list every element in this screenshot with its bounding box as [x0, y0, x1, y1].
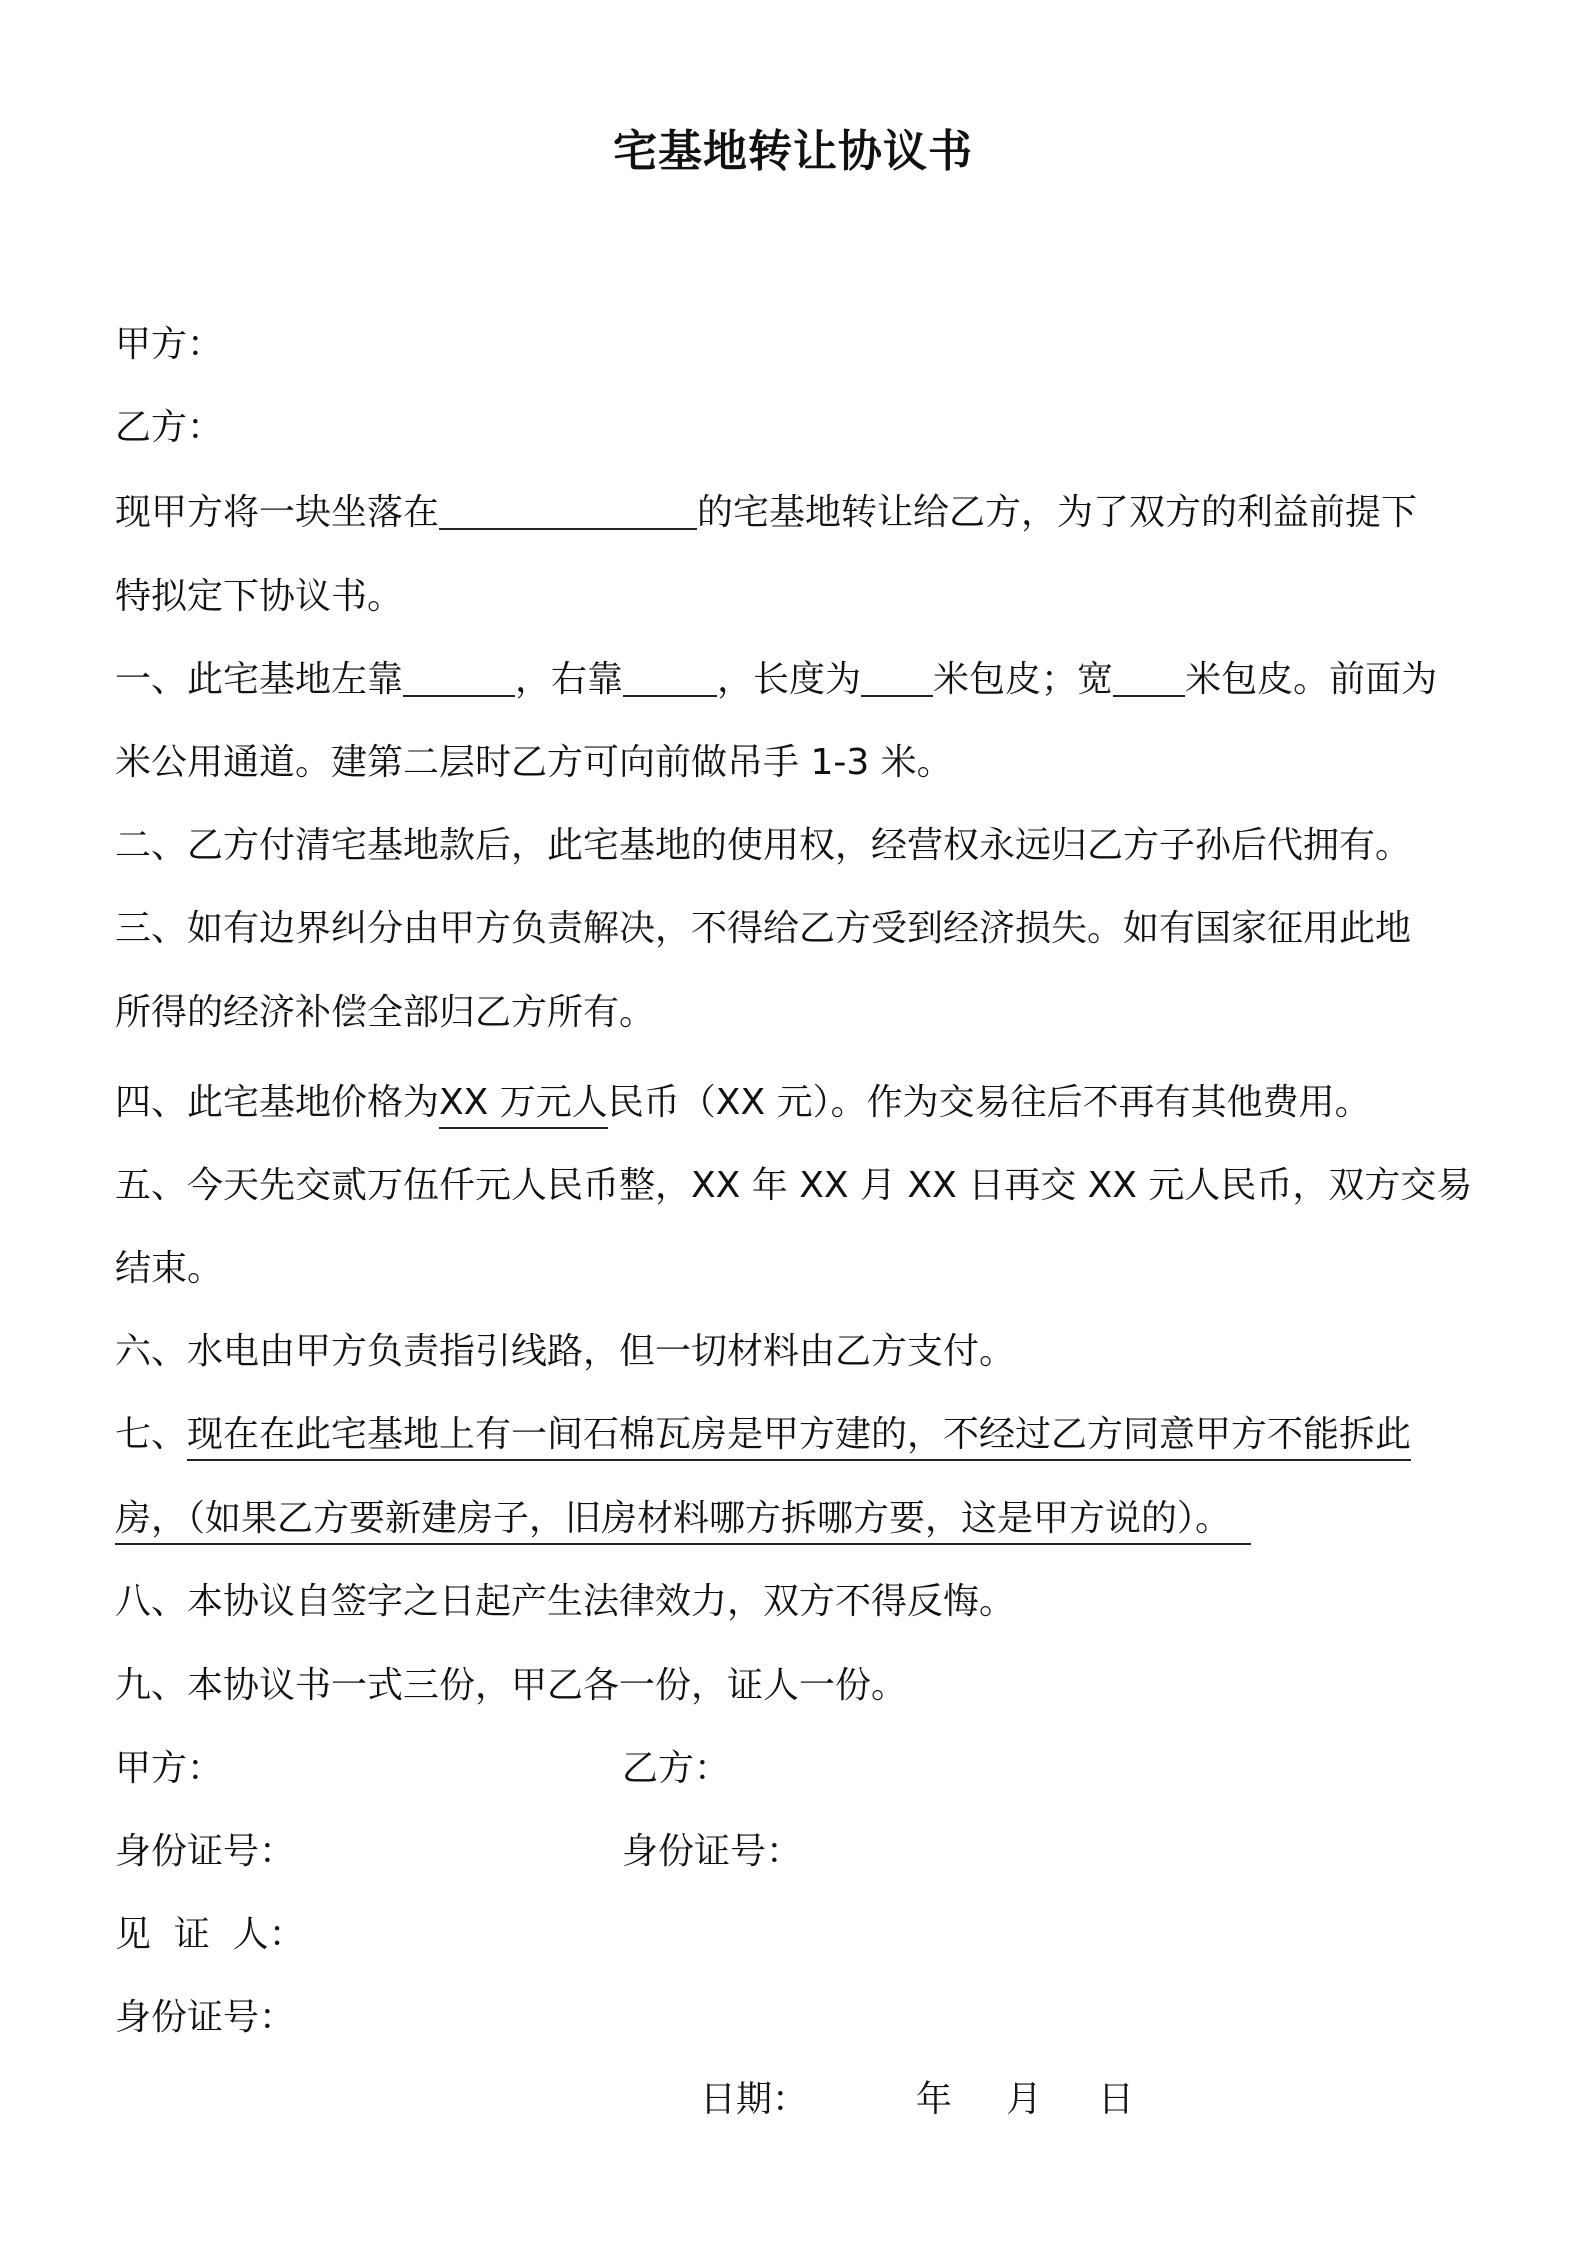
date-day: 日	[1098, 2079, 1135, 2120]
clause-1-part1: 一、此宅基地左靠	[115, 659, 404, 700]
clause-1-line2: 米公用通道。建第二层时乙方可向前做吊手 1-3 米。	[115, 742, 953, 783]
clause-7-line-1	[115, 1409, 1485, 1461]
price-underlined: XX 万元人	[439, 1082, 608, 1129]
clause-5-line-2	[115, 1243, 1485, 1295]
clause-5-line1: 五、今天先交贰万伍仟元人民币整，XX 年 XX 月 XX 日再交 XX 元人民币，双方交易	[115, 1165, 1473, 1206]
clause-8-text: 八、本协议自签字之日起产生法律效力，双方不得反悔。	[115, 1581, 1016, 1622]
length-blank	[861, 655, 933, 697]
clause-9	[115, 1660, 1485, 1712]
clause-1-part3: ，长度为	[717, 659, 862, 700]
sig-id-a: 身份证号：	[115, 1831, 296, 1872]
clause-7-line-2	[115, 1493, 1485, 1545]
clause-1-part4: 米包皮；宽	[933, 659, 1114, 700]
right-adjacent-blank	[623, 655, 717, 697]
intro-line-1	[115, 487, 1485, 539]
date-year: 年	[916, 2079, 953, 2120]
sig-witness-id: 身份证号：	[115, 1997, 296, 2038]
left-adjacent-blank	[403, 655, 515, 697]
clause-8	[115, 1576, 1485, 1628]
width-blank	[1113, 655, 1185, 697]
party-b-label: 乙方：	[115, 407, 224, 448]
party-a-label: 甲方：	[115, 324, 224, 365]
clause-1-part5: 米包皮。前面为	[1185, 659, 1438, 700]
party-a-line	[115, 319, 1485, 371]
clause-6-text: 六、水电由甲方负责指引线路，但一切材料由乙方支付。	[115, 1331, 1016, 1372]
sig-party-b: 乙方：	[622, 1748, 731, 1789]
clause-6	[115, 1326, 1485, 1378]
sig-witness: 见 证 人：	[115, 1914, 305, 1955]
intro-suffix: 的宅基地转让给乙方，为了双方的利益前提下	[697, 492, 1418, 533]
clause-4	[115, 1077, 1485, 1129]
clause-1-line-2	[115, 737, 1485, 789]
sig-id-b: 身份证号：	[622, 1831, 803, 1872]
clause-7-line2: 房，（如果乙方要新建房子，旧房材料哪方拆哪方要，这是甲方说的）。	[115, 1498, 1251, 1545]
clause-1-line-1	[115, 654, 1485, 706]
date-row	[700, 2074, 1134, 2126]
sig-party-a: 甲方：	[115, 1748, 224, 1789]
clause-7-prefix: 七、	[115, 1414, 188, 1455]
intro-prefix: 现甲方将一块坐落在	[115, 492, 440, 533]
clause-4-suffix: 民币（XX 元）。作为交易往后不再有其他费用。	[607, 1082, 1371, 1123]
clause-5-line2: 结束。	[115, 1248, 224, 1289]
clause-3-line-2	[115, 987, 1485, 1039]
intro-line2: 特拟定下协议书。	[115, 576, 404, 617]
clause-3-line2: 所得的经济补偿全部归乙方所有。	[115, 992, 656, 1033]
date-month: 月	[1006, 2079, 1043, 2120]
clause-2-text: 二、乙方付清宅基地款后，此宅基地的使用权，经营权永远归乙方子孙后代拥有。	[115, 825, 1412, 866]
clause-3-line-1	[115, 903, 1485, 955]
clause-5-line-1	[115, 1160, 1485, 1212]
clause-3-line1: 三、如有边界纠分由甲方负责解决，不得给乙方受到经济损失。如有国家征用此地	[115, 908, 1412, 949]
date-label: 日期：	[700, 2079, 809, 2120]
clause-7-line1: 现在在此宅基地上有一间石棉瓦房是甲方建的，不经过乙方同意甲方不能拆此	[187, 1414, 1411, 1461]
intro-line-2	[115, 571, 1485, 623]
clause-2	[115, 820, 1485, 872]
clause-4-prefix: 四、此宅基地价格为	[115, 1082, 440, 1123]
party-b-line	[115, 402, 1485, 454]
location-blank	[439, 488, 697, 530]
clause-1-part2: ，右靠	[515, 659, 624, 700]
clause-9-text: 九、本协议书一式三份，甲乙各一份，证人一份。	[115, 1665, 908, 1706]
document-title: 宅基地转让协议书	[613, 126, 973, 177]
